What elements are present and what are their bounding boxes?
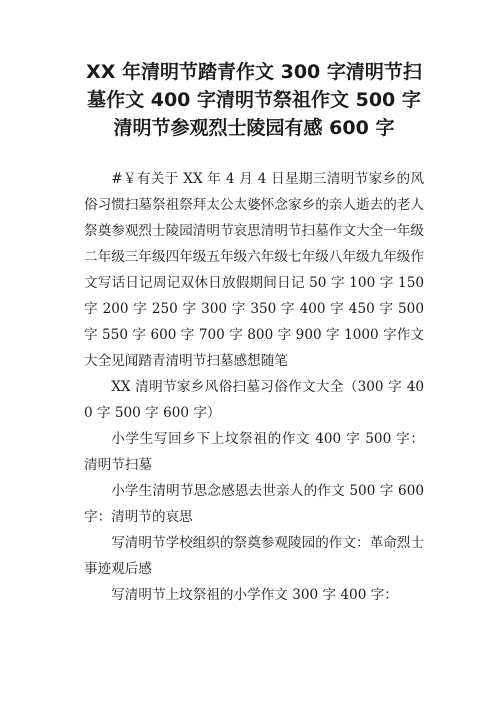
paragraph: XX 清明节家乡风俗扫墓习俗作文大全（300 字 400 字 500 字 600 字） — [84, 379, 424, 421]
paragraph: 小学生清明节思念感恩去世亲人的作文 500 字 600 字：清明节的哀思 — [84, 483, 424, 525]
paragraph: 小学生写回乡下上坟祭祖的作文 400 字 500 字：清明节扫墓 — [84, 431, 424, 473]
paragraph: 写清明节学校组织的祭奠参观陵园的作文：革命烈士事迹观后感 — [84, 535, 424, 577]
title-line: 清明节参观烈士陵园有感 600 字 — [113, 117, 395, 139]
paragraph: 写清明节上坟祭祖的小学作文 300 字 400 字： — [111, 587, 398, 603]
document-title — [84, 58, 424, 142]
paragraph-intro: #￥有关于 XX 年 4 月 4 日星期三清明节家乡的风俗习惯扫墓祭祖祭拜太公太婆怀念家乡的亲人逝去的老人祭奠参观烈士陵园清明节哀思清明节扫墓作文大全一年级二年级三年级四年级五年级六年级七年级八年级九年级作文写话日记周记双休日放假期间日记 50 字 100 字 150 字 200 字 250 字 300 字 350 字 400 字 450 字 500 字 550 字 600 字 700 字 800 字 900 字 1000 字作文大全见闻踏青清明节扫墓感想随笔 — [84, 171, 424, 369]
title-line: XX 年清明节踏青作文 300 字清明节扫 — [86, 61, 422, 83]
title-line: 墓作文 400 字清明节祭祖作文 500 字 — [87, 89, 421, 111]
document-body — [84, 166, 424, 608]
